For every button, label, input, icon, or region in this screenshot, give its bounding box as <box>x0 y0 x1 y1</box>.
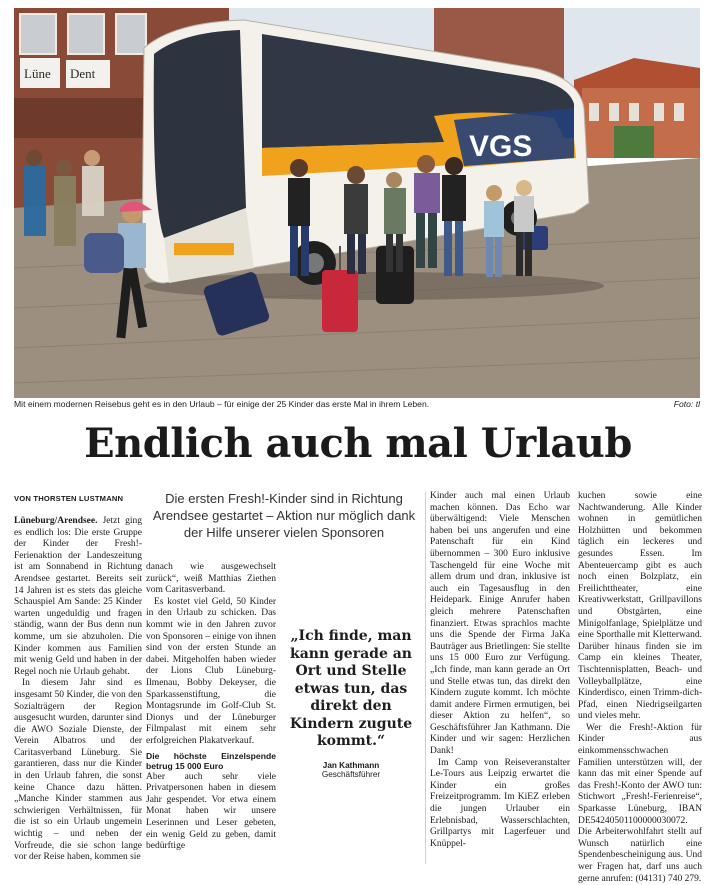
headline: Endlich auch mal Urlaub <box>84 420 632 467</box>
section-heading: Die höchste Einzelspende betrug 15 000 Euro <box>146 750 276 772</box>
article-column-2 <box>146 562 276 853</box>
shop-sign-left: Lüne <box>24 66 51 81</box>
paragraph: Aber auch sehr viele Privatpersonen haben in diesem Jahr gespendet. Vor etwa einem Monat haben wir unsere Leserinnen und Leser gebeten, ein wenig Geld zu geben, damit bedürftige <box>146 771 276 852</box>
byline: VON THORSTEN LUSTMANN <box>14 494 124 503</box>
bus-scene-illustration <box>14 8 700 398</box>
quote-role: Geschäftsführer <box>321 769 381 779</box>
paragraph <box>14 516 142 678</box>
red-suitcase <box>322 270 358 332</box>
article-column-3 <box>430 491 570 850</box>
article-column-1 <box>14 516 142 864</box>
shop-sign-right: Dent <box>70 66 96 81</box>
paragraph: Kinder auch mal einen Urlaub machen können. Das Echo war überwältigend: Viele Menschen haben bei uns angerufen und eine Patenschaft für ein Kind übernommen – 300 Euro inklusive Taschengeld für eine Woche mit allem drum und dran, inklusive ist auch ein Tagesausflug in den Heidepark. Einige Anrufer haben gleich mehrere Patenschaften finanziert. Etwas sprachlos machte uns die Spende der Firma JaKa Bauträger aus Brietlingen: Sie stellte uns 15 000 Euro zur Verfügung. „Ich finde, man kann gerade an Ort und Stelle etwas tun, das direkt den Kindern zugute kommt. Ich möchte damit andere Firmen ermutigen, bei dieser Aktion zu helfen“, so Geschäftsführer Jan Kathmann. Die Kinder und wir sagen: Herzlichen Dank! <box>430 491 570 757</box>
paragraph: kuchen sowie eine Nachtwanderung. Alle Kinder wohnen in gemütlichen Holzhütten und bekommen täglich ein leckeres und gesundes Essen. Im Abenteuercamp gibt es auch noch einen Bolzplatz, ein Freilichttheater, eine Kreativwerkstatt, Grillpavillons und Obstgärten, eine Minigolfanlage, Spielplätze und eine Sporthalle mit Kletterwand. Darüber hinaus finden sie im Camp ein kleines Theater, Tischtennisplatten, Beach- und Volleyballplätze, eine Kinderdisco, einen Trimm-dich-Pfad, einen Niedrigseilgarten und vieles mehr. <box>578 491 702 722</box>
paragraph: In diesem Jahr sind es insgesamt 50 Kinder, die von den Sozialträgern der Region ausgesucht wurden, darunter sind die AWO Soziale Dienste, der Verein Albatros und der Caritasverband Lüneburg. Sie garantieren, dass nur die Kinder in den Urlaub fahren, die sonst keine Chance dazu hätten. „Manche Kinder stammen aus schwierigen Verhältnissen, für die ist so ein Urlaub ungemein wichtig – und neben der Vorfreude, die sie schon lange vor der Reise haben, kommen sie <box>14 678 142 863</box>
pull-quote <box>286 628 416 779</box>
dateline: Lüneburg/Arendsee. <box>14 516 98 526</box>
article-photo <box>14 8 700 398</box>
paragraph-text: Jetzt ging es endlich los: Die erste Gruppe der Kinder der Fresh!-Ferienaktion der Landeszeitung ist am Sonnabend in Richtung Arendsee gestartet. Bereits seit 14 Jahren ist es stets das gleiche Schauspiel Am Sande: 25 Kinder warten ungeduldig und fragen ständig, wann der Bus denn nun komme, um sie abzuholen. Die Kinder kommen aus Familien mit wenig Geld und haben in der Regel noch nie Urlaub gehabt. <box>14 516 142 677</box>
photo-credit: Foto: tl <box>673 399 700 409</box>
paragraph: danach wie ausgewechselt zurück“, weiß Matthias Ziethen vom Caritasverband. <box>146 562 276 596</box>
bus-brand-logo: VGS <box>469 130 533 163</box>
paragraph: Es kostet viel Geld, 50 Kinder in den Urlaub zu schicken. Das kommt wie in den Jahren zuvor von Sponsoren – einige von ihnen sind von der ersten Stunde an dabei. Mitgeholfen haben wieder der Lions Club Lüneburg-Ilmenau, Bobby Dekeyser, die Sparkassenstiftung, die Montagsrunde im Golf-Club St. Dionys und der Lüneburger Filmpalast mit einem sehr erfolgreichen Plakatverkauf. <box>146 596 276 746</box>
paragraph: Wer die Fresh!-Aktion für Kinder aus einkommensschwachen Familien unterstützen will, der kann das mit einer Spende auf das Fresh!-Konto der AWO tun: Stichwort „Fresh!-Ferienreise“, Sparkasse Lüneburg, IBAN DE54240501100000030072. Die Arbeiterwohlfahrt stellt auf Wunsch natürlich eine Spendenbescheinigung aus. Und wer Fragen hat, darf uns auch gerne anrufen: (04131) 740 279. <box>578 722 702 884</box>
quote-text: „Ich finde, man kann gerade an Ort und Stelle etwas tun, das direkt den Kindern zugute kommt.“ <box>289 628 413 749</box>
black-suitcase <box>376 246 414 304</box>
quote-author: Jan Kathmann <box>322 760 380 770</box>
paragraph: Im Camp von Reiseveranstalter Le-Tours aus Leipzig erwartet die Kinder ein großes Freizeitprogramm. Im KiEZ erleben die jungen Urlauber ein Erlebnisbad, Wasserschlachten, Grillpartys mit Lagerfeuer und Knüppel- <box>430 757 570 849</box>
photo-caption <box>14 399 700 413</box>
column-divider <box>425 492 426 864</box>
subheadline: Die ersten Fresh!-Kinder sind in Richtung Arendsee gestartet – Aktion nur möglich dank der Hilfe unserer vielen Sponsoren <box>152 491 416 540</box>
article-column-4 <box>578 491 702 885</box>
caption-text: Mit einem modernen Reisebus geht es in den Urlaub – für einige der 25 Kinder das erste Mal in ihrem Leben. <box>14 399 430 409</box>
